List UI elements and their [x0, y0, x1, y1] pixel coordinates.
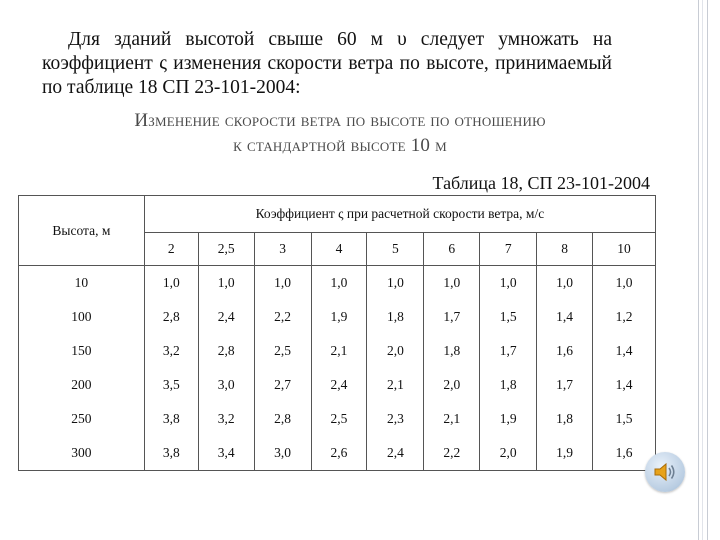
coefficient-cell: 1,0 [480, 266, 537, 301]
intro-text: Для зданий высотой свыше 60 м υ следует умножать на коэффициент ς изменения скорости ветра по высоте, принимаемый по таблице 18 СП 23-101-2004: [42, 29, 612, 98]
coefficient-cell: 1,8 [367, 300, 424, 334]
coefficient-cell: 3,0 [254, 436, 311, 471]
coefficient-cell: 1,4 [537, 300, 593, 334]
coefficient-cell: 1,0 [424, 266, 480, 301]
coefficient-cell: 2,8 [254, 402, 311, 436]
coefficient-cell: 2,1 [367, 368, 424, 402]
coefficient-cell: 1,2 [593, 300, 656, 334]
coefficient-cell: 1,8 [480, 368, 537, 402]
coefficient-cell: 2,2 [254, 300, 311, 334]
coefficient-cell: 2,3 [367, 402, 424, 436]
table-row [19, 266, 656, 301]
coefficient-cell: 2,6 [311, 436, 367, 471]
speed-header-cell: 8 [537, 233, 593, 266]
coefficient-cell: 1,7 [480, 334, 537, 368]
coefficient-cell: 1,0 [367, 266, 424, 301]
speed-header-cell: 10 [593, 233, 656, 266]
coefficient-cell: 1,0 [593, 266, 656, 301]
coefficient-cell: 1,8 [537, 402, 593, 436]
coefficient-cell: 2,8 [144, 300, 198, 334]
coefficient-cell: 3,2 [144, 334, 198, 368]
coefficient-cell: 3,8 [144, 402, 198, 436]
coefficient-cell: 2,4 [311, 368, 367, 402]
coefficient-cell: 1,5 [593, 402, 656, 436]
height-column-header: Высота, м [19, 196, 145, 266]
coefficient-cell: 1,0 [198, 266, 254, 301]
table-row [19, 368, 656, 402]
table-header-row-1 [19, 196, 656, 233]
section-heading [40, 108, 640, 158]
coefficient-cell: 3,4 [198, 436, 254, 471]
speed-header-cell: 7 [480, 233, 537, 266]
table-body [19, 196, 656, 471]
wind-coefficient-table [18, 195, 656, 471]
intro-paragraph [42, 28, 612, 100]
coefficient-cell: 1,8 [424, 334, 480, 368]
heading-line-1: Изменение скорости ветра по высоте по отношению [134, 110, 546, 131]
coefficient-cell: 2,4 [198, 300, 254, 334]
decorative-border-inner [702, 0, 704, 540]
coefficient-cell: 2,4 [367, 436, 424, 471]
coefficient-cell: 2,1 [311, 334, 367, 368]
coefficient-cell: 3,8 [144, 436, 198, 471]
coefficient-cell: 2,0 [480, 436, 537, 471]
coefficient-cell: 2,8 [198, 334, 254, 368]
coefficient-cell: 2,5 [311, 402, 367, 436]
coefficient-group-header: Коэффициент ς при расчетной скорости ветра, м/с [144, 196, 655, 233]
height-cell: 10 [19, 266, 145, 301]
speed-header-cell: 4 [311, 233, 367, 266]
speed-header-cell: 3 [254, 233, 311, 266]
coefficient-cell: 3,0 [198, 368, 254, 402]
coefficient-cell: 1,7 [537, 368, 593, 402]
coefficient-cell: 3,5 [144, 368, 198, 402]
heading-line-2: к стандартной высоте 10 м [233, 135, 447, 156]
speed-header-cell: 2,5 [198, 233, 254, 266]
speed-header-cell: 6 [424, 233, 480, 266]
table-row [19, 436, 656, 471]
coefficient-cell: 3,2 [198, 402, 254, 436]
coefficient-cell: 2,5 [254, 334, 311, 368]
coefficient-cell: 2,2 [424, 436, 480, 471]
coefficient-cell: 1,0 [144, 266, 198, 301]
table-row [19, 300, 656, 334]
coefficient-cell: 2,0 [424, 368, 480, 402]
coefficient-cell: 1,0 [311, 266, 367, 301]
coefficient-cell: 1,9 [311, 300, 367, 334]
height-cell: 300 [19, 436, 145, 471]
coefficient-cell: 2,1 [424, 402, 480, 436]
table-caption: Таблица 18, СП 23-101-2004 [432, 173, 650, 193]
coefficient-cell: 1,4 [593, 368, 656, 402]
height-cell: 250 [19, 402, 145, 436]
height-cell: 150 [19, 334, 145, 368]
speed-header-cell: 5 [367, 233, 424, 266]
coefficient-cell: 1,9 [480, 402, 537, 436]
height-cell: 200 [19, 368, 145, 402]
coefficient-cell: 1,0 [537, 266, 593, 301]
speed-header-cell: 2 [144, 233, 198, 266]
coefficient-cell: 1,9 [537, 436, 593, 471]
coefficient-cell: 1,5 [480, 300, 537, 334]
coefficient-cell: 1,4 [593, 334, 656, 368]
table-row [19, 402, 656, 436]
height-cell: 100 [19, 300, 145, 334]
speaker-button[interactable] [645, 452, 685, 492]
coefficient-cell: 1,0 [254, 266, 311, 301]
coefficient-cell: 1,6 [593, 436, 656, 471]
coefficient-cell: 1,7 [424, 300, 480, 334]
coefficient-cell: 1,6 [537, 334, 593, 368]
coefficient-cell: 2,7 [254, 368, 311, 402]
table-row [19, 334, 656, 368]
coefficient-cell: 2,0 [367, 334, 424, 368]
